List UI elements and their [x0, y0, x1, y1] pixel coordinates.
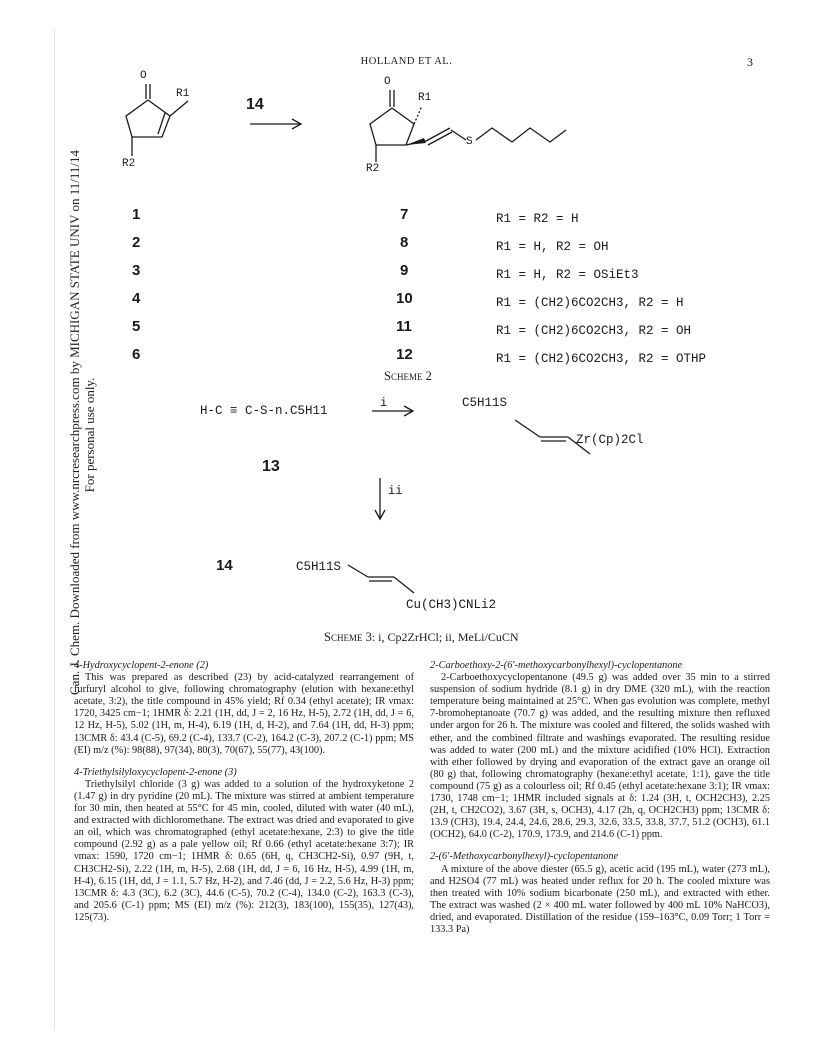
compound-number-8: 8 [400, 234, 409, 251]
cu-product-metal-label: Cu(CH3)CNLi2 [406, 598, 497, 612]
zr-product-metal-label: Zr(Cp)2Cl [576, 433, 644, 447]
scheme2-reagent-label: 14 [246, 96, 264, 113]
section-title-triethylsilyloxy: 4-Triethylsilyloxycyclopent-2-enone (3) [74, 766, 237, 778]
compound-number-12: 12 [396, 346, 413, 363]
step-i-label: i [380, 396, 388, 410]
sulfur-label: S [466, 136, 473, 148]
vinyl-cu-bond-1 [348, 565, 368, 577]
watermark-line-2: For personal use only. [82, 377, 97, 493]
right-r1-label: R1 [418, 92, 432, 104]
right-text-column [430, 660, 770, 936]
compound-number-6: 6 [132, 346, 141, 363]
vinyl-zr-bond-1 [515, 420, 540, 437]
left-oxygen-label: O [140, 70, 147, 82]
cu-product-thio-label: C5H11S [296, 560, 342, 574]
vinyl-cu-bond-2 [394, 577, 414, 593]
compound-number-14: 14 [216, 557, 233, 574]
left-r1-bond [170, 101, 188, 116]
wedge-bond [406, 138, 426, 145]
running-title: HOLLAND ET AL. [360, 56, 453, 67]
pentyl-chain [476, 128, 566, 142]
watermark-line-1: Can. J. Chem. Downloaded from www.nrcresearchpress.com by MICHIGAN STATE UNIV on 11/11/14 [67, 150, 82, 695]
paragraph-carboethoxy: 2-Carboethoxycyclopentanone (49.5 g) was added over 35 min to a stirred suspension of sodium hydride (8.1 g) in dry DME (320 mL), with the reaction temperature being maintained at 25°C. When gas evolution was complete, methyl 7-bromoheptanoate (70.7 g) was added, and the resulting mixture then refluxed under argon for 26 h. The mixture was cooled and filtered, the solids washed with ether, and the combined filtrate and washings evaporated. The resulting residue was added to water (200 mL) and the mixture acidified (10% HCl). Extraction with ether followed by drying and evaporation of the extract gave an orange oil (80 g) that, following chromatography (hexane:ethyl acetate, 1:1), gave the title compound (75 g) as a colourless oil; Rf 0.45 (ethyl acetate:hexane 3:1); IR νmax: 1730, 1748 cm−1; 1HMR included signals at δ: 1.24 (3H, t, OCH2CH3), 2.25 (2H, t, CH2CO2), 3.67 (3H, s, OCH3), 4.17 (2h, q, OCH2CH3) ppm; 13CMR δ: 13.9 (CH3), 19.4, 24.4, 24.6, 28.6, 29.3, 32.6, 33.5, 33.8, 37.7, 51.2 (OCH3), 61.1 (OCH2), 64.0 (C-2), 170.9, 173.9, and 214.6 (C-1) ppm. [430, 672, 770, 841]
compound-number-4: 4 [132, 290, 141, 307]
paragraph-methoxycarbonylhexyl: A mixture of the above diester (65.5 g), acetic acid (195 mL), water (273 mL), and H2SO4 (77 mL) was heated under reflux for 20 h. The cooled mixture was then treated with 10% sodium bicarbonate (250 mL), and extracted with ether. The extract was washed (2 × 400 mL water followed by 400 mL 10% NaHCO3), dried, and evaporated. Distillation of the residue (159–163°C, 0.09 Torr; 1 Torr = 133.3 Pa) [430, 863, 770, 935]
scheme-3-structures [0, 380, 813, 630]
compound-number-1: 1 [132, 206, 141, 223]
zr-product-thio-label: C5H11S [462, 396, 508, 410]
compound-number-10: 10 [396, 290, 413, 307]
alkyne-formula: H-C ≡ C-S-n.C5H11 [200, 404, 328, 418]
substituent-row-2: R1 = H, R2 = OH [496, 240, 609, 254]
section-title-carboethoxy: 2-Carboethoxy-2-(6′-methoxycarbonylhexyl)-cyclopentanone [430, 660, 683, 671]
compound-number-13: 13 [262, 458, 280, 475]
substituent-row-1: R1 = R2 = H [496, 212, 579, 226]
page-number: 3 [747, 55, 753, 69]
right-r1-hashed-bond [414, 106, 422, 124]
substituent-row-3: R1 = H, R2 = OSiEt3 [496, 268, 639, 282]
scheme-3-caption: Scheme 3: i, Cp2ZrHCl; ii, MeLi/CuCN [324, 630, 519, 644]
compound-number-11: 11 [396, 318, 412, 335]
left-r2-label: R2 [122, 158, 136, 170]
right-oxygen-label: O [384, 76, 391, 88]
right-r2-label: R2 [366, 163, 380, 175]
section-title-methoxycarbonylhexyl: 2-(6′-Methoxycarbonylhexyl)-cyclopentanone [430, 851, 619, 863]
compound-number-2: 2 [132, 234, 141, 251]
substituent-row-4: R1 = (CH2)6CO2CH3, R2 = H [496, 296, 684, 310]
substituent-row-6: R1 = (CH2)6CO2CH3, R2 = OTHP [496, 352, 707, 366]
compound-number-3: 3 [132, 262, 141, 279]
compound-number-9: 9 [400, 262, 409, 279]
side-chain-bond-2 [451, 130, 466, 140]
paragraph-hydroxycyclopentenone: This was prepared as described (23) by acid-catalyzed rearrangement of furfuryl alcohol to give, following chromatography (elution with hexane:ethyl acetate, 3:2), the title compound in 45% yield; Rf 0.34 (ethyl acetate); IR νmax: 1720, 3425 cm−1; 1HMR δ: 2.21 (1H, dd, J = 2, 16 Hz, H-5), 2.72 (1H, dd, J = 6, 12 Hz, H-5), 5.02 (1H, m, H-4), 6.19 (1H, d, H-2), and 7.64 (1H, dd, H-3) ppm; 13CMR δ: 43.4 (C-5), 69.2 (C-4), 133.7 (C-2), 164.2 (C-3), 207.2 (C-1) ppm; MS (EI) m/z (%): 98(88), 97(34), 80(3), 70(67), 55(77), 43(100). [74, 672, 414, 756]
compound-number-5: 5 [132, 318, 141, 335]
paragraph-triethylsilyloxy: Triethylsilyl chloride (3 g) was added to a solution of the hydroxyketone 2 (1.47 g) in dry pyridine (20 mL). The mixture was stirred at ambient temperature for 30 min, then heated at 55°C for 45 min, cooled, diluted with water (40 mL), and extracted with dichloromethane. The extract was dried and evaporated to give an oil, which was chromatographed (ethyl acetate:hexane, 2:3) to give the title compound (2.92 g) as a pale yellow oil; Rf 0.66 (ethyl acetate:hexane 3:7); IR νmax: 1590, 1720 cm−1; 1HMR δ: 0.65 (6H, q, CH3CH2-Si), 0.97 (9H, t, CH3CH2-Si), 2.22 (1H, m, H-5), 2.68 (1H, dd, J = 6, 16 Hz, H-5), 4.99 (1H, m, H-4), 6.15 (1H, dd, J = 1.1, 5.7 Hz, H-2), and 7.46 (dd, J = 2.2, 5.6 Hz, H-3) ppm; 13CMR δ: 4.3 (3C), 6.2 (3C), 44.6 (C-5), 70.2 (C-4), 134.0 (C-2), 163.3 (C-3), and 205.6 (C-1) ppm; MS (EI) m/z (%): 212(3), 183(100), 155(35), 127(43), 125(73). [74, 778, 414, 923]
substituent-row-5: R1 = (CH2)6CO2CH3, R2 = OH [496, 324, 692, 338]
left-r1-label: R1 [176, 88, 190, 100]
left-text-column [74, 660, 414, 924]
right-ring [370, 108, 414, 145]
scheme-2-caption: Scheme 2 [384, 369, 432, 383]
section-title-hydroxycyclopentenone: 4-Hydroxycyclopent-2-enone (2) [74, 660, 209, 671]
compound-number-7: 7 [400, 206, 409, 223]
step-ii-label: ii [388, 484, 403, 498]
